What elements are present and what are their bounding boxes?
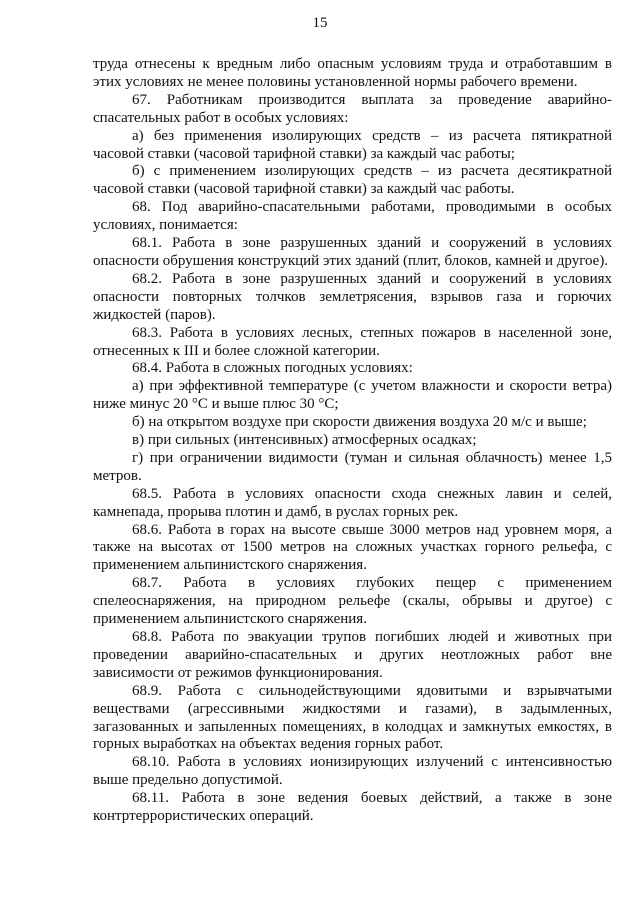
paragraph-68-2: 68.2. Работа в зоне разрушенных зданий и сооружений в условиях опасности повторных толчков землетрясения, взрывов газа и горючих жидкостей (паров). bbox=[93, 270, 612, 323]
paragraph-68-4-v: в) при сильных (интенсивных) атмосферных осадках; bbox=[132, 432, 477, 449]
paragraph-68-5: 68.5. Работа в условиях опасности схода снежных лавин и селей, камнепада, прорыва плотин и дамб, в руслах горных рек. bbox=[93, 485, 612, 520]
paragraph-68-4-a: а) при эффективной температуре (с учетом влажности и скорости ветра) ниже минус 20 °С и выше плюс 30 °С; bbox=[93, 378, 612, 413]
paragraph-68-9: 68.9. Работа с сильнодействующими ядовитыми и взрывчатыми веществами (агрессивными жидкостями и газами), в задымленных, загазованных и запыленных помещениях, в колодцах и замкнутых емкостях, в горных выработках на объектах ведения горных работ. bbox=[93, 682, 612, 753]
paragraph-68-3: 68.3. Работа в условиях лесных, степных пожаров в населенной зоне, отнесенных к III и более сложной категории. bbox=[93, 324, 612, 359]
paragraph-68: 68. Под аварийно-спасательными работами, проводимыми в особых условиях, понимается: bbox=[93, 199, 612, 234]
paragraph-68-4-g: г) при ограничении видимости (туман и сильная облачность) менее 1,5 метров. bbox=[93, 449, 612, 484]
paragraph-67-a: а) без применения изолирующих средств – из расчета пятикратной часовой ставки (часовой тарифной ставки) за каждый час работы; bbox=[93, 127, 612, 162]
paragraph-68-4-b: б) на открытом воздухе при скорости движения воздуха 20 м/с и выше; bbox=[132, 414, 587, 431]
page-number: 15 bbox=[312, 15, 328, 31]
paragraph-67: 67. Работникам производится выплата за проведение аварийно-спасательных работ в особых условиях: bbox=[93, 91, 612, 126]
paragraph-68-10: 68.10. Работа в условиях ионизирующих излучений с интенсивностью выше предельно допустимой. bbox=[93, 754, 612, 789]
paragraph-68-4: 68.4. Работа в сложных погодных условиях: bbox=[132, 360, 413, 377]
paragraph-68-8: 68.8. Работа по эвакуации трупов погибших людей и животных при проведении аварийно-спасательных и других неотложных работ вне зависимости от режимов функционирования. bbox=[93, 629, 612, 681]
paragraph-68-11: 68.11. Работа в зоне ведения боевых действий, а также в зоне контртеррористических операций. bbox=[93, 790, 612, 825]
document-body bbox=[93, 56, 612, 826]
paragraph-68-6: 68.6. Работа в горах на высоте свыше 3000 метров над уровнем моря, а также на высотах от 1500 метров на сложных участках горного рельефа, с применением альпинистского снаряжения. bbox=[93, 521, 612, 574]
paragraph-67-b: б) с применением изолирующих средств – из расчета десятикратной часовой ставки (часовой тарифной ставки) за каждый час работы. bbox=[93, 163, 612, 198]
paragraph-continuation: труда отнесены к вредным либо опасным условиям труда и отработавшим в этих условиях не менее половины установленной нормы рабочего времени. bbox=[93, 56, 612, 90]
paragraph-68-1: 68.1. Работа в зоне разрушенных зданий и сооружений в условиях опасности обрушения конструкций этих зданий (плит, блоков, камней и другое). bbox=[93, 235, 612, 269]
paragraph-68-7: 68.7. Работа в условиях глубоких пещер с применением спелеоснаряжения, на природном рельефе (скалы, обрывы и другое) с применением альпинистского снаряжения. bbox=[93, 575, 612, 628]
